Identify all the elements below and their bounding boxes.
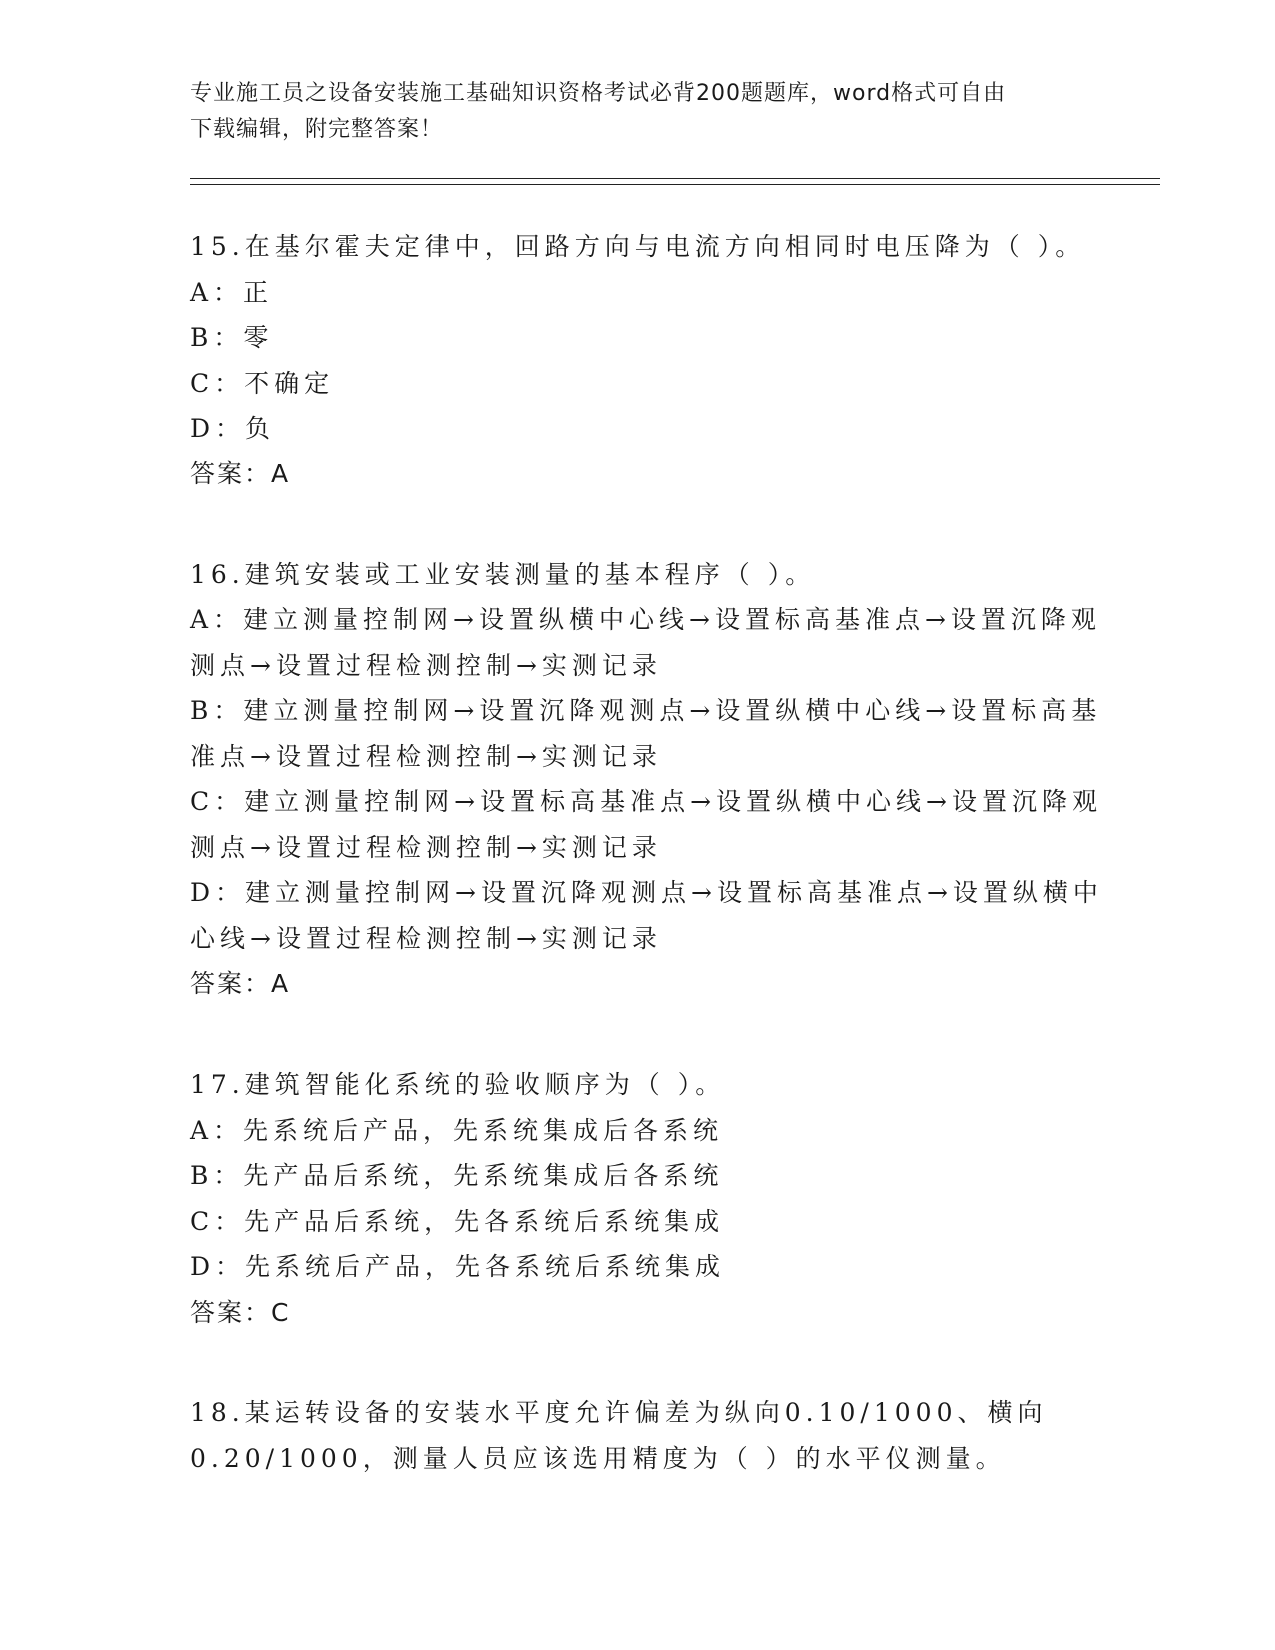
question-15-stem: 15.在基尔霍夫定律中，回路方向与电流方向相同时电压降为（ ）。: [190, 232, 1086, 261]
question-17-option-d: D：先系统后产品，先各系统后系统集成: [190, 1252, 726, 1281]
header-divider-bottom: [190, 184, 1160, 185]
document-header: [190, 76, 1090, 148]
question-16-option-a-line-2: 测点→设置过程检测控制→实测记录: [190, 651, 662, 680]
question-15-option-b: B：零: [190, 323, 274, 352]
question-17-option-a: A：先系统后产品，先系统集成后各系统: [190, 1116, 724, 1145]
question-18-stem-line-1: 18.某运转设备的安装水平度允许偏差为纵向0.10/1000、横向: [190, 1398, 1048, 1427]
header-divider-top: [190, 178, 1160, 179]
question-15-option-c: C：不确定: [190, 369, 335, 398]
header-line-1: 专业施工员之设备安装施工基础知识资格考试必背200题题库，word格式可自由: [190, 81, 1007, 106]
question-15-option-a: A：正: [190, 278, 274, 307]
question-16-option-c-line-1: C：建立测量控制网→设置标高基准点→设置纵横中心线→设置沉降观: [190, 787, 1102, 816]
question-16-option-c-line-2: 测点→设置过程检测控制→实测记录: [190, 833, 662, 862]
question-16-option-d-line-2: 心线→设置过程检测控制→实测记录: [190, 924, 662, 953]
question-16-answer: 答案：A: [190, 969, 291, 998]
question-17-option-b: B：先产品后系统，先系统集成后各系统: [190, 1161, 724, 1190]
question-17-answer: 答案：C: [190, 1298, 291, 1327]
question-18-stem-line-2: 0.20/1000，测量人员应该选用精度为（ ）的水平仪测量。: [190, 1444, 1006, 1473]
question-16-option-a-line-1: A：建立测量控制网→设置纵横中心线→设置标高基准点→设置沉降观: [190, 605, 1101, 634]
header-line-2: 下载编辑，附完整答案！: [190, 117, 444, 142]
question-15-answer: 答案：A: [190, 459, 291, 488]
question-17-option-c: C：先产品后系统，先各系统后系统集成: [190, 1207, 725, 1236]
question-15-option-d: D：负: [190, 414, 276, 443]
question-16-option-d-line-1: D：建立测量控制网→设置沉降观测点→设置标高基准点→设置纵横中: [190, 878, 1103, 907]
question-16-option-b-line-1: B：建立测量控制网→设置沉降观测点→设置纵横中心线→设置标高基: [190, 696, 1102, 725]
question-17-stem: 17.建筑智能化系统的验收顺序为（ ）。: [190, 1070, 726, 1099]
question-16-stem: 16.建筑安装或工业安装测量的基本程序（ ）。: [190, 560, 816, 589]
question-16-option-b-line-2: 准点→设置过程检测控制→实测记录: [190, 742, 662, 771]
